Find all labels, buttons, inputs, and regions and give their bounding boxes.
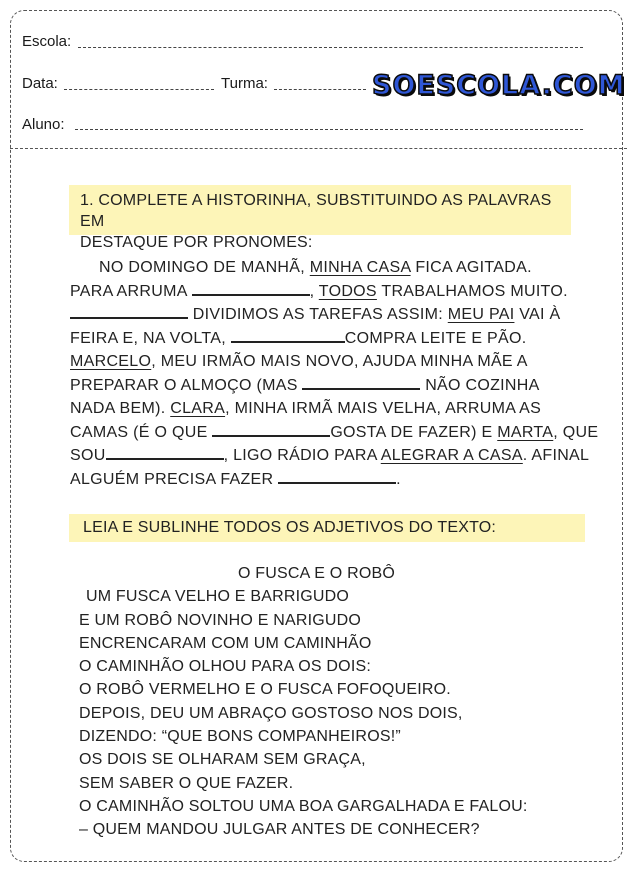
answer-blank[interactable] bbox=[231, 340, 345, 343]
student-field[interactable] bbox=[75, 129, 583, 130]
highlighted-word: ALEGRAR A CASA bbox=[380, 447, 523, 464]
story-line: NADA BEM). CLARA, MINHA IRMÃ MAIS VELHA, ARRUMA AS bbox=[70, 400, 542, 417]
highlighted-word: CLARA bbox=[170, 400, 226, 417]
poem-line: DEPOIS, DEU UM ABRAÇO GOSTOSO NOS DOIS, bbox=[79, 704, 463, 722]
highlighted-word: MINHA CASA bbox=[309, 259, 411, 276]
story-line: CAMAS (É O QUE GOSTA DE FAZER) E MARTA, QUE bbox=[70, 423, 599, 441]
instruction-line: 1. COMPLETE A HISTORINHA, SUBSTITUINDO AS PALAVRAS EM bbox=[80, 192, 552, 230]
poem-line: OS DOIS SE OLHARAM SEM GRAÇA, bbox=[79, 751, 366, 769]
story-line: ALGUÉM PRECISA FAZER . bbox=[70, 470, 401, 488]
school-field[interactable] bbox=[78, 47, 583, 48]
poem-line: O CAMINHÃO SOLTOU UMA BOA GARGALHADA E FALOU: bbox=[79, 797, 528, 815]
story-line: PARA ARRUMA , TODOS TRABALHAMOS MUITO. bbox=[70, 282, 568, 300]
header-divider bbox=[10, 148, 627, 149]
poem-line: DIZENDO: “QUE BONS COMPANHEIROS!” bbox=[79, 728, 401, 746]
date-field[interactable] bbox=[64, 89, 214, 90]
poem-line: E UM ROBÔ NOVINHO E NARIGUDO bbox=[79, 611, 362, 629]
poem-line: – QUEM MANDOU JULGAR ANTES DE CONHECER? bbox=[79, 821, 480, 839]
poem-line: SEM SABER O QUE FAZER. bbox=[79, 774, 294, 792]
answer-blank[interactable] bbox=[278, 481, 396, 484]
class-label: Turma: bbox=[221, 75, 268, 92]
story-text bbox=[70, 256, 599, 491]
poem-line: UM FUSCA VELHO E BARRIGUDO bbox=[86, 588, 350, 606]
story-line: NO DOMINGO DE MANHÃ, MINHA CASA FICA AGITADA. bbox=[99, 259, 532, 276]
class-field[interactable] bbox=[274, 89, 366, 90]
highlighted-word: MARTA bbox=[497, 423, 554, 441]
story-line: MARCELO, MEU IRMÃO MAIS NOVO, AJUDA MINHA MÃE A bbox=[70, 353, 528, 370]
highlighted-word: MARCELO bbox=[70, 353, 152, 370]
instruction-line: DESTAQUE POR PRONOMES: bbox=[80, 234, 313, 251]
story-line: FEIRA E, NA VOLTA, COMPRA LEITE E PÃO. bbox=[70, 329, 527, 347]
story-line: PREPARAR O ALMOÇO (MAS NÃO COZINHA bbox=[70, 376, 540, 394]
poem-line: ENCRENCARAM COM UM CAMINHÃO bbox=[79, 634, 372, 652]
answer-blank[interactable] bbox=[192, 293, 310, 296]
soescola-logo: SOESCOLA.COM bbox=[372, 70, 626, 101]
poem-line: O CAMINHÃO OLHOU PARA OS DOIS: bbox=[79, 658, 371, 676]
answer-blank[interactable] bbox=[212, 434, 330, 437]
answer-blank[interactable] bbox=[302, 387, 420, 390]
exercise-1-instruction bbox=[69, 185, 571, 251]
poem-line: O ROBÔ VERMELHO E O FUSCA FOFOQUEIRO. bbox=[79, 681, 451, 699]
highlighted-word: TODOS bbox=[318, 282, 377, 300]
story-line: SOU , LIGO RÁDIO PARA ALEGRAR A CASA. AFINAL bbox=[70, 447, 590, 464]
student-label: Aluno: bbox=[22, 116, 65, 133]
story-line: DIVIDIMOS AS TAREFAS ASSIM: MEU PAI VAI À bbox=[70, 303, 572, 327]
highlighted-word: MEU PAI bbox=[447, 306, 515, 323]
school-label: Escola: bbox=[22, 33, 72, 50]
exercise-2-instruction: LEIA E SUBLINHE TODOS OS ADJETIVOS DO TEXTO: bbox=[69, 514, 585, 542]
poem-title: O FUSCA E O ROBÔ bbox=[238, 565, 396, 582]
date-label: Data: bbox=[22, 75, 58, 92]
poem bbox=[79, 562, 528, 842]
answer-blank[interactable] bbox=[70, 316, 188, 319]
answer-blank[interactable] bbox=[106, 457, 224, 460]
